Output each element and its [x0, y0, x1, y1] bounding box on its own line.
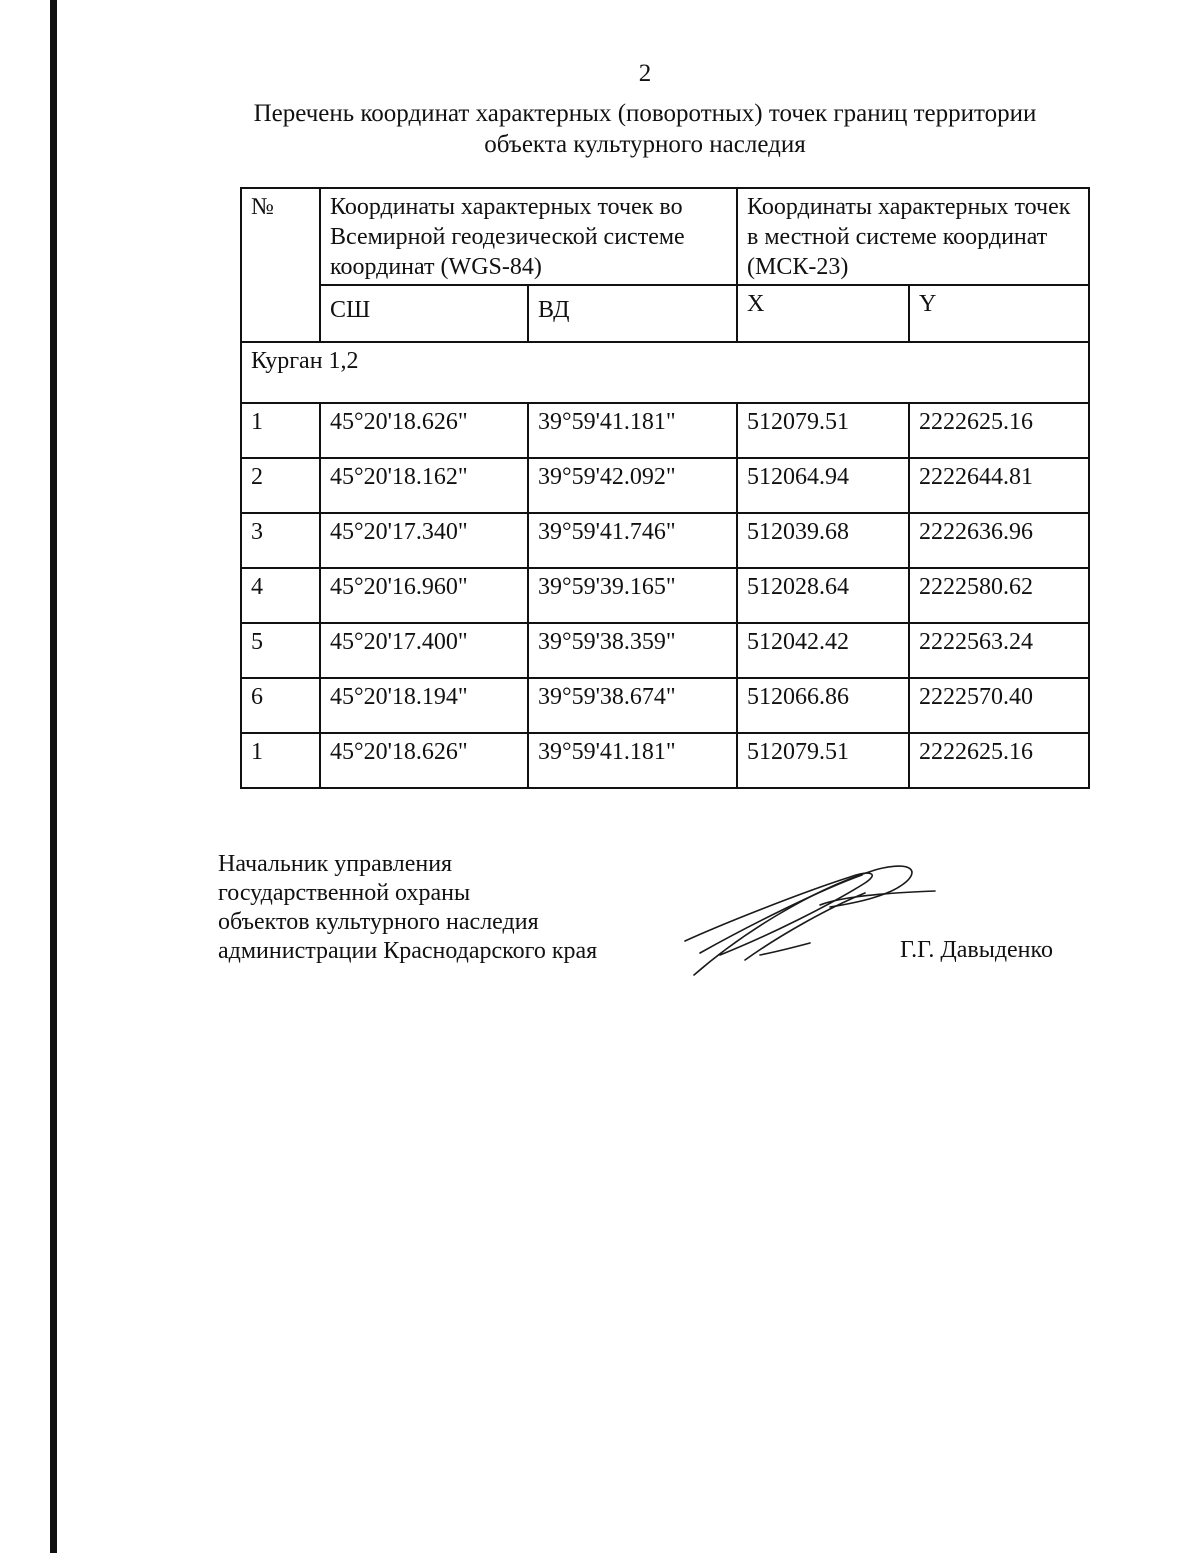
- cell-y: 2222570.40: [909, 678, 1089, 733]
- cell-x: 512079.51: [737, 733, 909, 788]
- cell-x: 512028.64: [737, 568, 909, 623]
- cell-longitude: 39°59'38.674": [528, 678, 737, 733]
- cell-latitude: 45°20'16.960": [320, 568, 528, 623]
- header-number: №: [241, 188, 320, 342]
- cell-number: 3: [241, 513, 320, 568]
- cell-x: 512039.68: [737, 513, 909, 568]
- cell-latitude: 45°20'17.400": [320, 623, 528, 678]
- header-msk23: Координаты характерных точек в местной системе координат (МСК-23): [737, 188, 1089, 285]
- cell-number: 5: [241, 623, 320, 678]
- cell-longitude: 39°59'38.359": [528, 623, 737, 678]
- header-y: Y: [909, 285, 1089, 342]
- cell-number: 4: [241, 568, 320, 623]
- header-wgs84: Координаты характерных точек во Всемирной геодезической системе координат (WGS-84): [320, 188, 737, 285]
- cell-longitude: 39°59'42.092": [528, 458, 737, 513]
- cell-latitude: 45°20'18.162": [320, 458, 528, 513]
- position-line-3: объектов культурного наследия: [218, 909, 539, 935]
- page-edge-bar: [50, 0, 57, 1553]
- table-row: [241, 733, 1089, 788]
- position-line-4: администрации Краснодарского края: [218, 938, 598, 964]
- cell-latitude: 45°20'17.340": [320, 513, 528, 568]
- cell-longitude: 39°59'41.181": [528, 733, 737, 788]
- header-latitude: СШ: [320, 285, 528, 342]
- cell-number: 1: [241, 733, 320, 788]
- table-row: [241, 623, 1089, 678]
- cell-x: 512042.42: [737, 623, 909, 678]
- cell-y: 2222625.16: [909, 403, 1089, 458]
- position-line-2: государственной охраны: [218, 880, 471, 906]
- cell-number: 2: [241, 458, 320, 513]
- cell-y: 2222580.62: [909, 568, 1089, 623]
- page-number: 2: [638, 60, 652, 87]
- table-row: [241, 403, 1089, 458]
- header-longitude: ВД: [528, 285, 737, 342]
- cell-number: 1: [241, 403, 320, 458]
- cell-y: 2222636.96: [909, 513, 1089, 568]
- cell-x: 512066.86: [737, 678, 909, 733]
- position-line-1: Начальник управления: [218, 851, 453, 877]
- cell-x: 512079.51: [737, 403, 909, 458]
- cell-latitude: 45°20'18.626": [320, 403, 528, 458]
- title-line-1: Перечень координат характерных (поворотных) точек границ территории: [253, 100, 1037, 127]
- cell-longitude: 39°59'41.746": [528, 513, 737, 568]
- cell-longitude: 39°59'39.165": [528, 568, 737, 623]
- cell-x: 512064.94: [737, 458, 909, 513]
- cell-number: 6: [241, 678, 320, 733]
- cell-y: 2222625.16: [909, 733, 1089, 788]
- signer-name: Г.Г. Давыденко: [900, 937, 1053, 963]
- document-title: [0, 98, 1200, 160]
- cell-latitude: 45°20'18.194": [320, 678, 528, 733]
- table-row: [241, 678, 1089, 733]
- cell-latitude: 45°20'18.626": [320, 733, 528, 788]
- coordinates-table: [240, 187, 1090, 789]
- cell-longitude: 39°59'41.181": [528, 403, 737, 458]
- cell-y: 2222563.24: [909, 623, 1089, 678]
- header-x: X: [737, 285, 909, 342]
- title-line-2: объекта культурного наследия: [484, 131, 806, 158]
- cell-y: 2222644.81: [909, 458, 1089, 513]
- table-row: [241, 513, 1089, 568]
- signatory-position: [218, 850, 597, 966]
- table-row: [241, 458, 1089, 513]
- group-label: Курган 1,2: [241, 342, 1089, 403]
- table-row: [241, 568, 1089, 623]
